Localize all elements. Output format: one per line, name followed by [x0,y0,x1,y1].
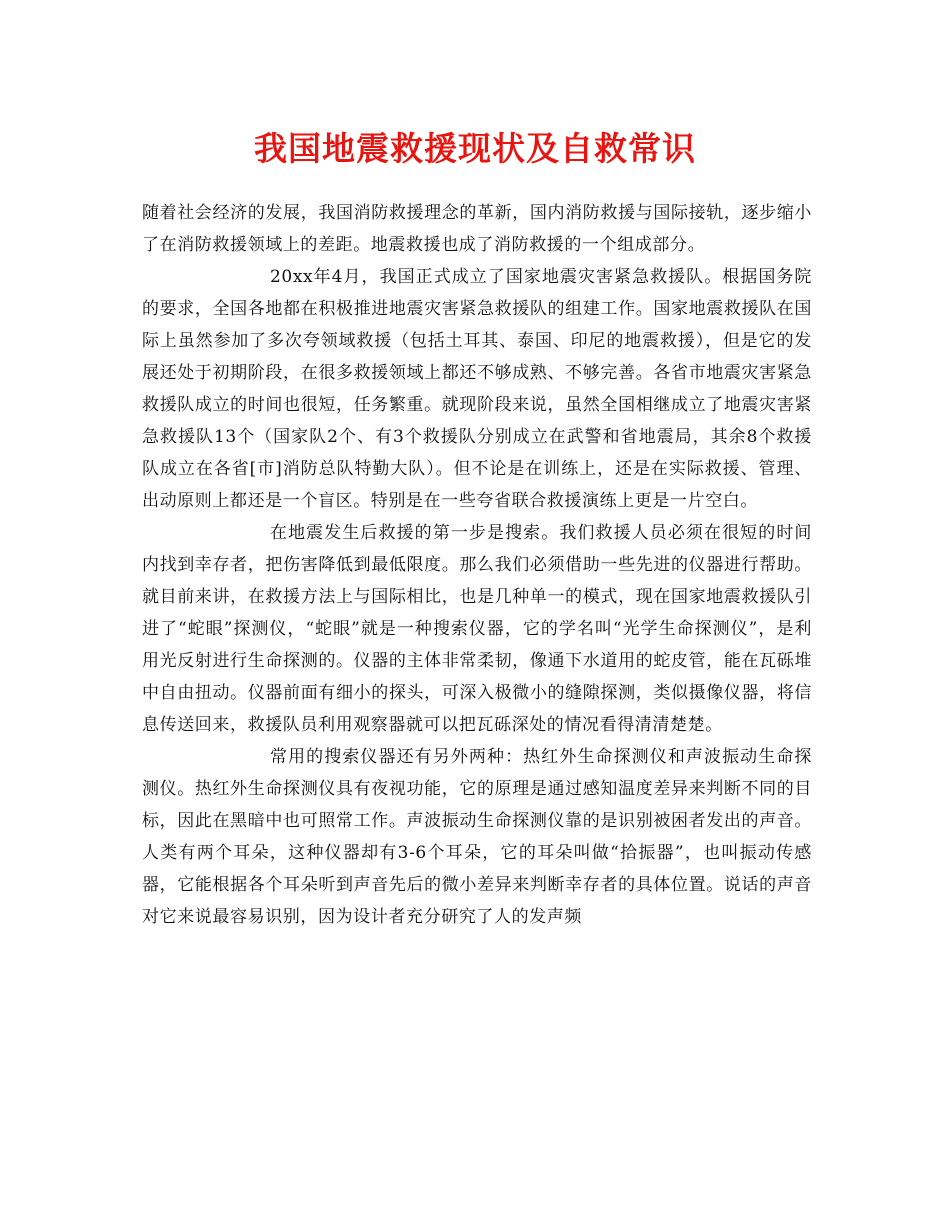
paragraph-3: 在地震发生后救援的第一步是搜索。我们救援人员必须在很短的时间内找到幸存者，把伤害降低到最低限度。那么我们必须借助一些先进的仪器进行帮助。就目前来讲，在救援方法上与国际相比，也是几种单一的模式，现在国家地震救援队引进了“蛇眼”探测仪，“蛇眼”就是一种搜索仪器，它的学名叫“光学生命探测仪”，是利用光反射进行生命探测的。仪器的主体非常柔韧，像通下水道用的蛇皮管，能在瓦砾堆中自由扭动。仪器前面有细小的探头，可深入极微小的缝隙探测，类似摄像仪器，将信息传送回来，救援队员利用观察器就可以把瓦砾深处的情况看得清清楚楚。 [142,523,812,735]
paragraph-1: 随着社会经济的发展，我国消防救援理念的革新，国内消防救援与国际接轨，逐步缩小了在消防救援领域上的差距。地震救援也成了消防救援的一个组成部分。 [142,203,812,255]
paragraph-2: 20xx年4月，我国正式成立了国家地震灾害紧急救援队。根据国务院的要求，全国各地都在积极推进地震灾害紧急救援队的组建工作。国家地震救援队在国际上虽然参加了多次夸领域救援（包括土耳其、泰国、印尼的地震救援），但是它的发展还处于初期阶段，在很多救援领域上都还不够成熟、不够完善。各省市地震灾害紧急救援队成立的时间也很短，任务繁重。就现阶段来说，虽然全国相继成立了地震灾害紧急救援队13个（国家队2个、有3个救援队分别成立在武警和省地震局，其余8个救援队成立在各省[市]消防总队特勤大队）。但不论是在训练上，还是在实际救援、管理、出动原则上都还是一个盲区。特别是在一些夸省联合救援演练上更是一片空白。 [142,267,812,511]
document-body [142,197,812,933]
paragraph-4: 常用的搜索仪器还有另外两种：热红外生命探测仪和声波振动生命探测仪。热红外生命探测仪具有夜视功能，它的原理是通过感知温度差异来判断不同的目标，因此在黑暗中也可照常工作。声波振动生命探测仪靠的是识别被困者发出的声音。人类有两个耳朵，这种仪器却有3-6个耳朵，它的耳朵叫做“拾振器”，也叫振动传感器，它能根据各个耳朵听到声音先后的微小差异来判断幸存者的具体位置。说话的声音对它来说最容易识别，因为设计者充分研究了人的发声频 [142,747,812,927]
document-title: 我国地震救援现状及自救常识 [254,129,696,168]
